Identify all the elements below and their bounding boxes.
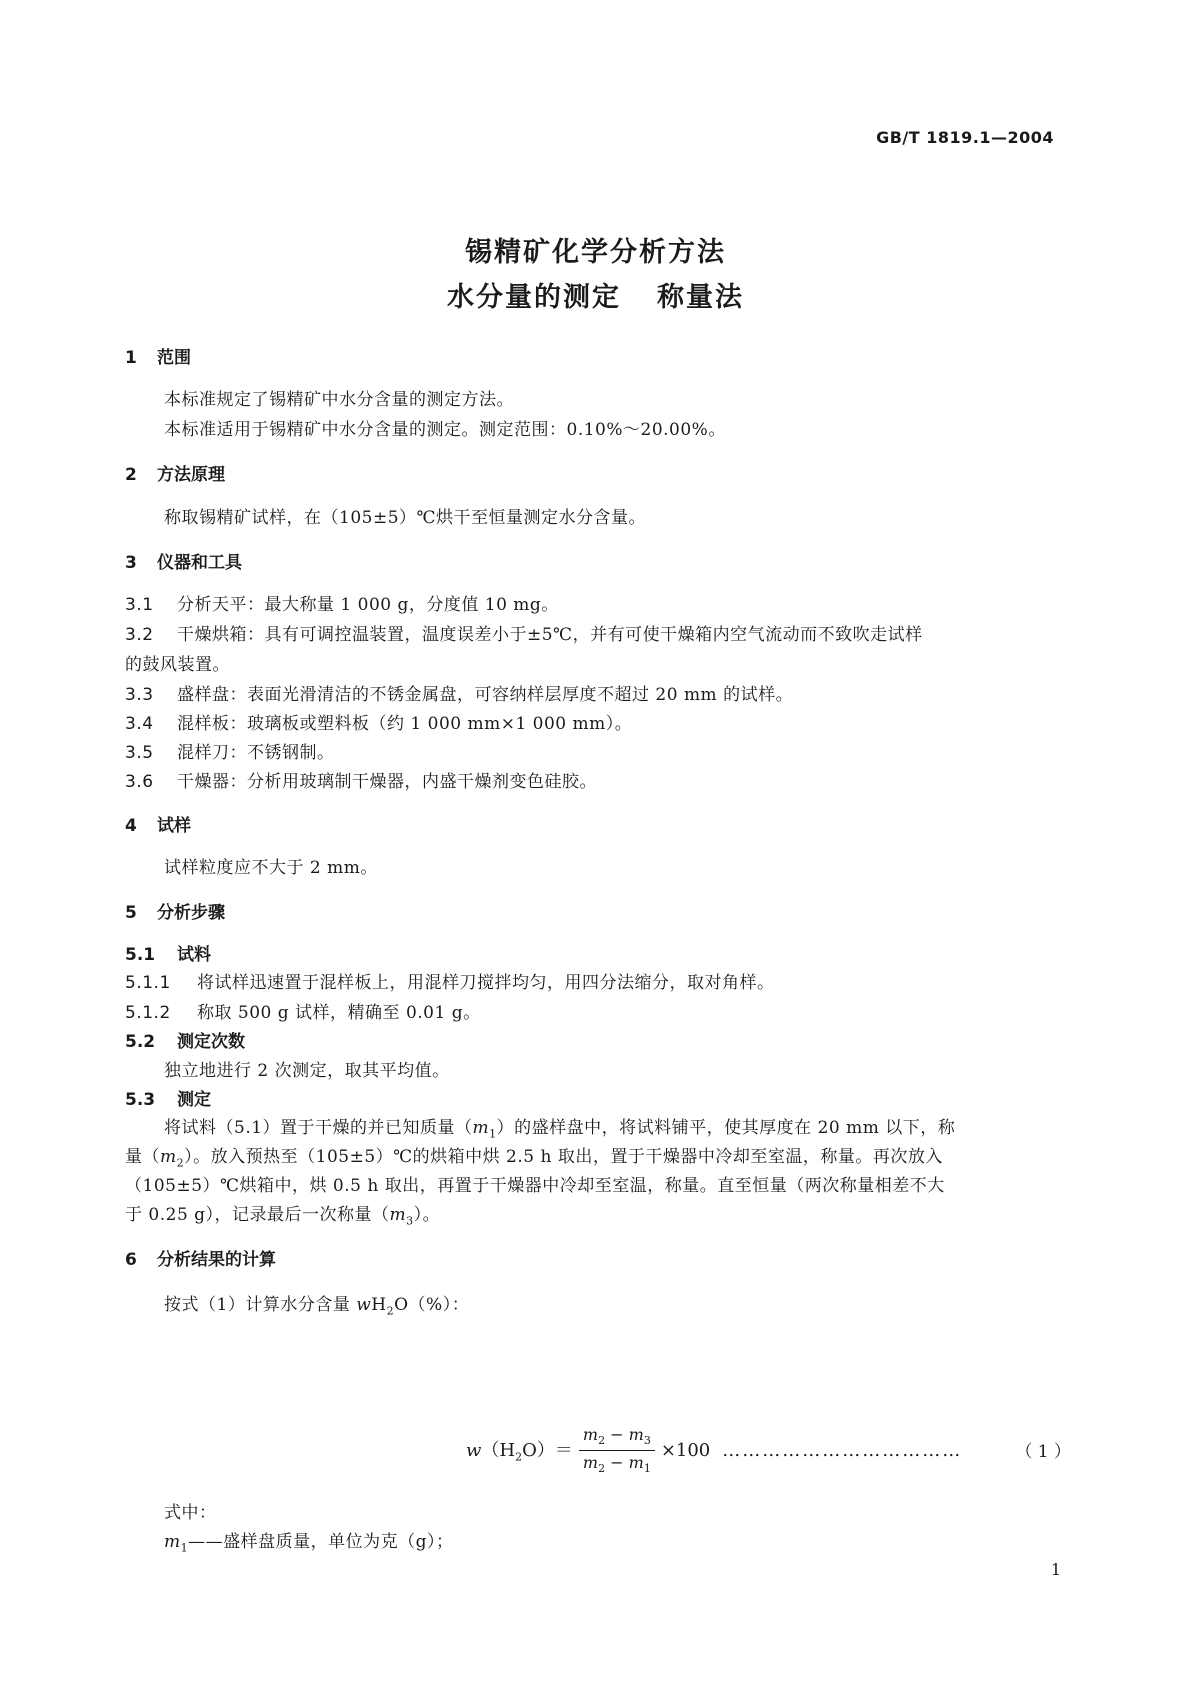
section-5-2-heading: 5.2 测定次数 bbox=[125, 1032, 245, 1052]
formula-numerator: $m_2 - m_3$ bbox=[579, 1425, 655, 1450]
document-title-line1: 锡精矿化学分析方法 bbox=[465, 237, 726, 268]
formula-multiplier: ×100 bbox=[660, 1439, 711, 1461]
section-5-3-line-4: 于 0.25 g），记录最后一次称量$(m_3)$。 bbox=[125, 1205, 441, 1228]
formula-lhs: $w(H_2O)=$ bbox=[466, 1440, 573, 1464]
section-5-3-line-3: （105±5）℃烘箱中，烘 0.5 h 取出，再置于干燥器中冷却至室温，称量。直至恒量（两次称量相差不大 bbox=[125, 1176, 945, 1196]
item-3-4: 3.4 混样板：玻璃板或塑料板（约 1 000 mm×1 000 mm）。 bbox=[125, 714, 633, 734]
section-1-para-2: 本标准适用于锡精矿中水分含量的测定。测定范围：0.10%～20.00%。 bbox=[164, 420, 726, 440]
formula-denominator: $m_2 - m_1$ bbox=[582, 1452, 651, 1475]
item-5-1-1: 5.1.1 将试样迅速置于混样板上，用混样刀搅拌均匀，用四分法缩分，取对角样。 bbox=[125, 973, 775, 993]
item-3-3: 3.3 盛样盘：表面光滑清洁的不锈金属盘，可容纳样层厚度不超过 20 mm 的试样。 bbox=[125, 685, 794, 705]
item-3-6: 3.6 干燥器：分析用玻璃制干燥器，内盛干燥剂变色硅胶。 bbox=[125, 772, 597, 792]
formula-fraction bbox=[579, 1425, 655, 1474]
section-5-3-line-1: 将试料（5.1）置于干燥的并已知质量$(m_1)$的盛样盘中，将试料铺平，使其厚度在 20 mm 以下，称 bbox=[164, 1118, 956, 1141]
section-5-3-line-2: 量$(m_2)$。放入预热至（105±5）℃的烘箱中烘 2.5 h 取出，置于干燥器中冷却至室温，称量。再次放入 bbox=[125, 1147, 943, 1170]
document-title-line2: 水分量的测定 称量法 bbox=[447, 282, 744, 313]
equation-number: （ 1 ） bbox=[1015, 1442, 1071, 1462]
section-4-para-1: 试样粒度应不大于 2 mm。 bbox=[164, 858, 378, 878]
item-5-1-2: 5.1.2 称取 500 g 试样，精确至 0.01 g。 bbox=[125, 1003, 481, 1023]
standard-code: GB/T 1819.1—2004 bbox=[876, 128, 1054, 147]
item-3-2-continuation: 的鼓风装置。 bbox=[125, 655, 230, 675]
section-6-intro: 按式（1）计算水分含量 $wH_2O(\%)$： bbox=[164, 1295, 470, 1318]
section-1-heading: 1 范围 bbox=[125, 348, 191, 368]
section-3-heading: 3 仪器和工具 bbox=[125, 553, 242, 573]
item-3-2: 3.2 干燥烘箱：具有可调控温装置，温度误差小于±5℃，并有可使干燥箱内空气流动而不致吹走试样 bbox=[125, 625, 923, 645]
item-3-5: 3.5 混样刀：不锈钢制。 bbox=[125, 743, 335, 763]
formula-leader-dots: ……………………………… bbox=[722, 1439, 963, 1461]
section-5-3-heading: 5.3 测定 bbox=[125, 1090, 211, 1110]
definition-m1: $m_1——$盛样盘质量，单位为克（g）； bbox=[164, 1532, 454, 1555]
section-5-2-text: 独立地进行 2 次测定，取其平均值。 bbox=[164, 1061, 450, 1081]
section-2-heading: 2 方法原理 bbox=[125, 465, 225, 485]
page-number: 1 bbox=[1050, 1560, 1061, 1579]
section-1-para-1: 本标准规定了锡精矿中水分含量的测定方法。 bbox=[164, 390, 514, 410]
section-4-heading: 4 试样 bbox=[125, 816, 191, 836]
section-6-heading: 6 分析结果的计算 bbox=[125, 1250, 276, 1270]
section-5-1-heading: 5.1 试料 bbox=[125, 945, 211, 965]
item-3-1: 3.1 分析天平：最大称量 1 000 g，分度值 10 mg。 bbox=[125, 595, 559, 615]
formula-1 bbox=[466, 1425, 962, 1475]
where-label: 式中： bbox=[164, 1503, 217, 1523]
section-5-heading: 5 分析步骤 bbox=[125, 903, 225, 923]
section-2-para-1: 称取锡精矿试样，在（105±5）℃烘干至恒量测定水分含量。 bbox=[164, 508, 647, 528]
